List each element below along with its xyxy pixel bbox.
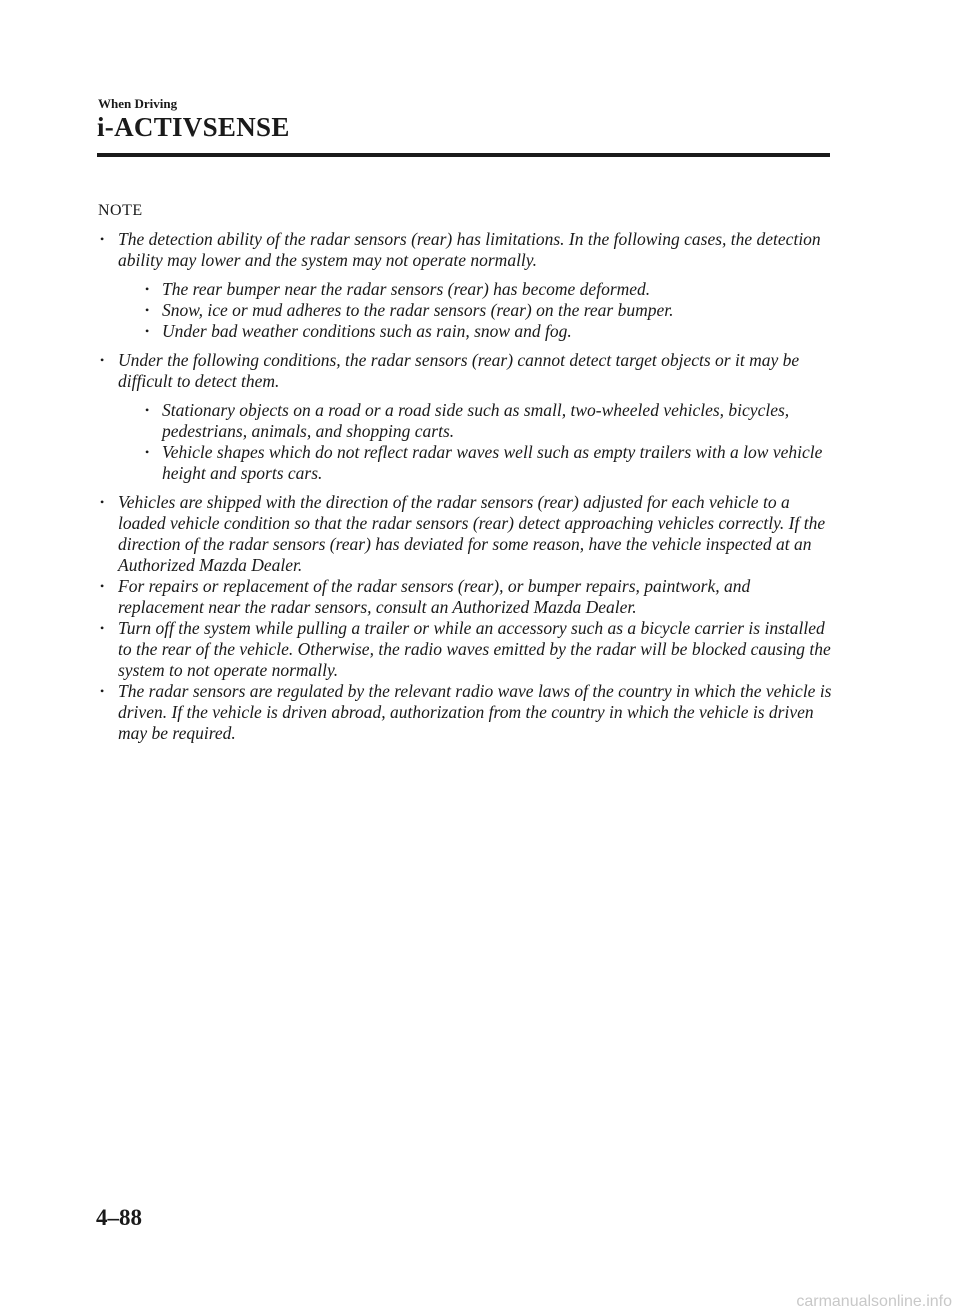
- page-number: 4–88: [96, 1205, 142, 1230]
- bullet-icon: •: [145, 403, 150, 417]
- bullet-icon: •: [100, 353, 105, 367]
- sub-item: [118, 279, 833, 300]
- section-label: When Driving: [98, 96, 178, 111]
- sub-item: [118, 321, 833, 342]
- note-item: [98, 618, 833, 681]
- note-item-text: Vehicles are shipped with the direction of the radar sensors (rear) adjusted for each vehicle to a loaded vehicle condition so that the radar sensors (rear) detect approaching vehicles correctly. If the direction of the radar sensors (rear) has deviated for some reason, have the vehicle inspected at an Authorized Mazda Dealer.: [118, 492, 826, 575]
- bullet-icon: •: [145, 445, 150, 459]
- note-item: [98, 492, 833, 576]
- note-item: [98, 576, 833, 618]
- sub-item: [118, 300, 833, 321]
- watermark[interactable]: carmanualsonline.info: [796, 1293, 952, 1310]
- note-heading: NOTE: [98, 202, 143, 219]
- header-rule: [97, 153, 830, 157]
- note-box: [98, 200, 833, 744]
- sub-item: [118, 442, 833, 484]
- bullet-icon: •: [145, 324, 150, 338]
- note-item-text: The detection ability of the radar sensors (rear) has limitations. In the following cases, the detection ability may lower and the system may not operate normally.: [118, 229, 821, 270]
- note-item: [98, 229, 833, 342]
- note-item: [98, 350, 833, 484]
- bullet-icon: •: [145, 303, 150, 317]
- page-title: i-ACTIVSENSE: [97, 112, 290, 142]
- sub-item-text: Stationary objects on a road or a road side such as small, two-wheeled vehicles, bicycles, pedestrians, animals, and shopping carts.: [162, 400, 790, 441]
- bullet-icon: •: [100, 579, 105, 593]
- sub-item-text: The rear bumper near the radar sensors (rear) has become deformed.: [162, 279, 651, 299]
- bullet-icon: •: [100, 684, 105, 698]
- sub-list: [118, 279, 833, 342]
- sub-item-text: Snow, ice or mud adheres to the radar sensors (rear) on the rear bumper.: [162, 300, 674, 320]
- bullet-icon: •: [145, 282, 150, 296]
- note-item-text: For repairs or replacement of the radar sensors (rear), or bumper repairs, paintwork, and replacement near the radar sensors, consult an Authorized Mazda Dealer.: [118, 576, 751, 617]
- note-item: [98, 681, 833, 744]
- note-item-text: The radar sensors are regulated by the relevant radio wave laws of the country in which the vehicle is driven. If the vehicle is driven abroad, authorization from the country in which the vehicle is driven may be required.: [118, 681, 832, 743]
- sub-list: [118, 400, 833, 484]
- note-item-text: Turn off the system while pulling a trailer or while an accessory such as a bicycle carrier is installed to the rear of the vehicle. Otherwise, the radio waves emitted by the radar will be blocked causing the system to not operate normally.: [118, 618, 831, 680]
- bullet-icon: •: [100, 232, 105, 246]
- sub-item-text: Under bad weather conditions such as rain, snow and fog.: [162, 321, 572, 341]
- bullet-icon: •: [100, 621, 105, 635]
- bullet-icon: •: [100, 495, 105, 509]
- note-item-text: Under the following conditions, the radar sensors (rear) cannot detect target objects or it may be difficult to detect them.: [118, 350, 800, 391]
- sub-item-text: Vehicle shapes which do not reflect radar waves well such as empty trailers with a low vehicle height and sports cars.: [162, 442, 823, 483]
- note-list: [98, 229, 833, 744]
- sub-item: [118, 400, 833, 442]
